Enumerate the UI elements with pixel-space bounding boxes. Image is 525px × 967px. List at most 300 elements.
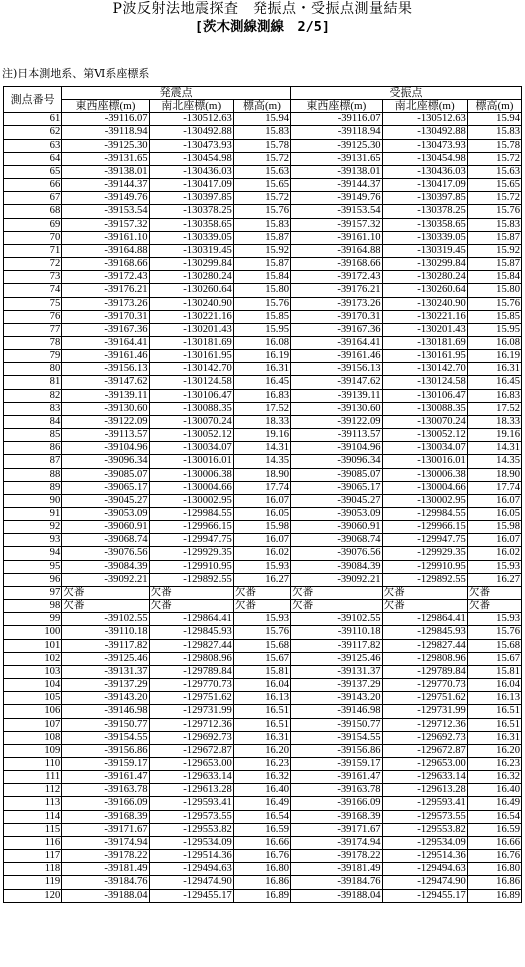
station-number-cell: 105 <box>4 692 62 705</box>
table-row <box>4 442 522 455</box>
receiver-y-cell: -130358.65 <box>382 218 467 231</box>
shot-z-cell: 16.31 <box>233 731 290 744</box>
table-row <box>4 323 522 336</box>
receiver-x-cell: -39172.43 <box>291 271 383 284</box>
receiver-z-cell: 15.65 <box>467 179 521 192</box>
receiver-z-cell: 15.83 <box>467 218 521 231</box>
station-number-header: 測点番号 <box>4 87 62 113</box>
shot-z-cell: 16.07 <box>233 494 290 507</box>
shot-y-cell: -130201.43 <box>149 323 233 336</box>
table-row <box>4 626 522 639</box>
receiver-y-cell: -129845.93 <box>382 626 467 639</box>
receiver-y-cell: 欠番 <box>382 586 467 599</box>
shot-z-cell: 15.92 <box>233 244 290 257</box>
receiver-z-cell: 15.81 <box>467 665 521 678</box>
shot-x-cell: -39166.09 <box>62 797 149 810</box>
receiver-z-cell: 15.63 <box>467 165 521 178</box>
receiver-x-cell: -39156.13 <box>291 363 383 376</box>
receiver-z-cell: 16.08 <box>467 336 521 349</box>
receiver-x-cell: -39143.20 <box>291 692 383 705</box>
receiver-z-cell: 14.35 <box>467 455 521 468</box>
shot-x-cell: -39118.94 <box>62 126 149 139</box>
shot-x-cell: -39149.76 <box>62 192 149 205</box>
shot-z-cell: 欠番 <box>233 586 290 599</box>
shot-x-cell: -39157.32 <box>62 218 149 231</box>
receiver-y-cell: -130378.25 <box>382 205 467 218</box>
shot-x-cell: -39092.21 <box>62 573 149 586</box>
shot-x-cell: -39131.37 <box>62 665 149 678</box>
receiver-y-cell: -129789.84 <box>382 665 467 678</box>
shot-z-cell: 16.23 <box>233 757 290 770</box>
station-number-cell: 117 <box>4 850 62 863</box>
receiver-y-cell: -129984.55 <box>382 508 467 521</box>
shot-x-cell: -39161.47 <box>62 771 149 784</box>
shot-x-cell: -39045.27 <box>62 494 149 507</box>
station-number-cell: 61 <box>4 113 62 126</box>
shot-z-cell: 15.95 <box>233 323 290 336</box>
receiver-z-cell: 16.40 <box>467 784 521 797</box>
receiver-y-cell: -130299.84 <box>382 258 467 271</box>
shot-z-cell: 15.68 <box>233 639 290 652</box>
shot-y-cell: -130034.07 <box>149 442 233 455</box>
receiver-z-cell: 15.72 <box>467 192 521 205</box>
station-number-cell: 104 <box>4 679 62 692</box>
receiver-z-cell: 15.95 <box>467 323 521 336</box>
table-row <box>4 350 522 363</box>
station-number-cell: 89 <box>4 481 62 494</box>
receiver-z-cell: 15.94 <box>467 113 521 126</box>
receiver-y-cell: -130260.64 <box>382 284 467 297</box>
receiver-z-cell: 15.84 <box>467 271 521 284</box>
shot-z-cell: 16.27 <box>233 573 290 586</box>
shot-z-cell: 15.83 <box>233 218 290 231</box>
receiver-y-cell: -130070.24 <box>382 415 467 428</box>
receiver-y-cell: -129593.41 <box>382 797 467 810</box>
shot-x-cell: 欠番 <box>62 586 149 599</box>
receiver-y-cell: -129692.73 <box>382 731 467 744</box>
shot-x-cell: -39139.11 <box>62 389 149 402</box>
table-row <box>4 665 522 678</box>
station-number-cell: 120 <box>4 889 62 902</box>
shot-y-cell: -129494.63 <box>149 863 233 876</box>
station-number-cell: 100 <box>4 626 62 639</box>
shot-z-cell: 16.86 <box>233 876 290 889</box>
shot-y-cell: -130006.38 <box>149 468 233 481</box>
receiver-y-cell: -129633.14 <box>382 771 467 784</box>
receiver-z-cell: 欠番 <box>467 586 521 599</box>
table-row <box>4 889 522 902</box>
receiver-z-cell: 16.76 <box>467 850 521 863</box>
shot-y-cell: -130142.70 <box>149 363 233 376</box>
station-number-cell: 108 <box>4 731 62 744</box>
receiver-x-cell: -39125.30 <box>291 139 383 152</box>
shot-y-cell: -130181.69 <box>149 336 233 349</box>
table-row <box>4 613 522 626</box>
receiver-y-cell: -129474.90 <box>382 876 467 889</box>
shot-z-cell: 16.07 <box>233 534 290 547</box>
shot-z-cell: 15.93 <box>233 613 290 626</box>
shot-x-cell: -39174.94 <box>62 836 149 849</box>
receiver-x-cell: -39181.49 <box>291 863 383 876</box>
receiver-y-cell: -130319.45 <box>382 244 467 257</box>
shot-y-cell: -129633.14 <box>149 771 233 784</box>
receiver-y-cell: -130142.70 <box>382 363 467 376</box>
station-number-cell: 65 <box>4 165 62 178</box>
shot-x-cell: -39138.01 <box>62 165 149 178</box>
receiver-z-cell: 15.93 <box>467 560 521 573</box>
shot-y-cell: -129553.82 <box>149 823 233 836</box>
station-number-cell: 103 <box>4 665 62 678</box>
table-row <box>4 547 522 560</box>
shot-x-cell: -39156.13 <box>62 363 149 376</box>
shot-y-cell: -129455.17 <box>149 889 233 902</box>
shot-z-cell: 16.31 <box>233 363 290 376</box>
receiver-z-cell: 16.45 <box>467 376 521 389</box>
shot-y-cell: -130002.95 <box>149 494 233 507</box>
shot-x-cell: -39164.88 <box>62 244 149 257</box>
station-number-cell: 68 <box>4 205 62 218</box>
shot-x-cell: -39053.09 <box>62 508 149 521</box>
shot-y-cell: -130016.01 <box>149 455 233 468</box>
shot-y-cell: -130454.98 <box>149 152 233 165</box>
receiver-z-cell: 15.80 <box>467 284 521 297</box>
shot-y-cell: -130436.03 <box>149 165 233 178</box>
shot-x-cell: 欠番 <box>62 600 149 613</box>
receiver-y-cell: -130201.43 <box>382 323 467 336</box>
receiver-y-cell: -130512.63 <box>382 113 467 126</box>
receiver-y-cell: -129613.28 <box>382 784 467 797</box>
receiver-y-cell: -129731.99 <box>382 705 467 718</box>
table-row <box>4 389 522 402</box>
shot-y-cell: -130299.84 <box>149 258 233 271</box>
receiver-y-header: 南北座標(m) <box>382 100 467 113</box>
shot-y-cell: -129712.36 <box>149 718 233 731</box>
receiver-x-cell: -39163.78 <box>291 784 383 797</box>
receiver-z-cell: 19.16 <box>467 429 521 442</box>
receiver-z-cell: 16.05 <box>467 508 521 521</box>
shot-z-cell: 15.72 <box>233 192 290 205</box>
table-row <box>4 244 522 257</box>
receiver-z-cell: 16.66 <box>467 836 521 849</box>
receiver-x-cell: -39168.66 <box>291 258 383 271</box>
shot-y-cell: -130417.09 <box>149 179 233 192</box>
table-row <box>4 850 522 863</box>
shot-z-cell: 16.59 <box>233 823 290 836</box>
receiver-z-cell: 17.52 <box>467 402 521 415</box>
receiver-z-cell: 18.33 <box>467 415 521 428</box>
receiver-z-cell: 16.49 <box>467 797 521 810</box>
receiver-x-cell: -39149.76 <box>291 192 383 205</box>
shot-z-cell: 15.93 <box>233 560 290 573</box>
station-number-cell: 70 <box>4 231 62 244</box>
shot-x-cell: -39068.74 <box>62 534 149 547</box>
receiver-z-cell: 15.76 <box>467 297 521 310</box>
shot-z-cell: 15.67 <box>233 652 290 665</box>
receiver-x-cell: -39131.37 <box>291 665 383 678</box>
shot-z-cell: 16.89 <box>233 889 290 902</box>
shot-z-cell: 16.19 <box>233 350 290 363</box>
receiver-z-cell: 15.98 <box>467 521 521 534</box>
receiver-z-cell: 欠番 <box>467 600 521 613</box>
station-number-cell: 109 <box>4 744 62 757</box>
receiver-y-cell: -130280.24 <box>382 271 467 284</box>
shot-z-cell: 16.83 <box>233 389 290 402</box>
receiver-y-cell: -129534.09 <box>382 836 467 849</box>
receiver-y-cell: -130161.95 <box>382 350 467 363</box>
receiver-y-cell: -129751.62 <box>382 692 467 705</box>
receiver-y-cell: -130492.88 <box>382 126 467 139</box>
receiver-z-cell: 16.13 <box>467 692 521 705</box>
station-number-cell: 98 <box>4 600 62 613</box>
receiver-x-cell: -39096.34 <box>291 455 383 468</box>
station-number-cell: 93 <box>4 534 62 547</box>
shot-y-cell: -130124.58 <box>149 376 233 389</box>
station-number-cell: 112 <box>4 784 62 797</box>
shot-z-cell: 15.76 <box>233 297 290 310</box>
shot-x-cell: -39150.77 <box>62 718 149 731</box>
shot-x-cell: -39084.39 <box>62 560 149 573</box>
shot-y-cell: -129474.90 <box>149 876 233 889</box>
table-row <box>4 468 522 481</box>
receiver-y-cell: -129712.36 <box>382 718 467 731</box>
receiver-x-cell: -39154.55 <box>291 731 383 744</box>
receiver-y-cell: -130006.38 <box>382 468 467 481</box>
receiver-z-cell: 16.02 <box>467 547 521 560</box>
station-number-cell: 92 <box>4 521 62 534</box>
shot-y-cell: -129672.87 <box>149 744 233 757</box>
table-row <box>4 258 522 271</box>
receiver-y-cell: -130436.03 <box>382 165 467 178</box>
shot-x-cell: -39171.67 <box>62 823 149 836</box>
receiver-x-cell: -39188.04 <box>291 889 383 902</box>
receiver-z-cell: 16.23 <box>467 757 521 770</box>
table-body <box>4 113 522 902</box>
receiver-x-cell: -39104.96 <box>291 442 383 455</box>
shot-x-cell: -39065.17 <box>62 481 149 494</box>
receiver-x-cell: -39171.67 <box>291 823 383 836</box>
receiver-x-cell: -39076.56 <box>291 547 383 560</box>
table-row <box>4 876 522 889</box>
shot-z-cell: 17.74 <box>233 481 290 494</box>
table-row <box>4 560 522 573</box>
receiver-z-cell: 16.07 <box>467 494 521 507</box>
station-number-cell: 102 <box>4 652 62 665</box>
table-row <box>4 271 522 284</box>
shot-z-cell: 15.63 <box>233 165 290 178</box>
station-number-cell: 84 <box>4 415 62 428</box>
receiver-y-cell: -130339.05 <box>382 231 467 244</box>
table-row <box>4 139 522 152</box>
station-number-cell: 62 <box>4 126 62 139</box>
shot-x-cell: -39172.43 <box>62 271 149 284</box>
shot-y-cell: -129613.28 <box>149 784 233 797</box>
receiver-y-cell: -129947.75 <box>382 534 467 547</box>
station-number-cell: 110 <box>4 757 62 770</box>
table-row <box>4 415 522 428</box>
shot-z-cell: 15.84 <box>233 271 290 284</box>
shot-x-cell: -39181.49 <box>62 863 149 876</box>
shot-x-cell: -39167.36 <box>62 323 149 336</box>
table-row <box>4 639 522 652</box>
table-row <box>4 863 522 876</box>
shot-y-cell: -129789.84 <box>149 665 233 678</box>
table-row <box>4 429 522 442</box>
receiver-z-cell: 16.89 <box>467 889 521 902</box>
shot-z-cell: 16.80 <box>233 863 290 876</box>
shot-z-cell: 16.49 <box>233 797 290 810</box>
shot-y-cell: -129910.95 <box>149 560 233 573</box>
receiver-x-cell: 欠番 <box>291 586 383 599</box>
table-row <box>4 757 522 770</box>
receiver-z-cell: 16.83 <box>467 389 521 402</box>
table-row <box>4 600 522 613</box>
shot-x-cell: -39161.10 <box>62 231 149 244</box>
receiver-x-cell: -39130.60 <box>291 402 383 415</box>
table-row <box>4 179 522 192</box>
receiver-x-cell: -39184.76 <box>291 876 383 889</box>
receiver-x-cell: -39170.31 <box>291 310 383 323</box>
receiver-x-cell: -39161.47 <box>291 771 383 784</box>
receiver-z-cell: 15.68 <box>467 639 521 652</box>
receiver-x-cell: -39053.09 <box>291 508 383 521</box>
table-row <box>4 152 522 165</box>
receiver-z-cell: 15.83 <box>467 126 521 139</box>
receiver-z-cell: 15.72 <box>467 152 521 165</box>
receiver-z-cell: 15.67 <box>467 652 521 665</box>
receiver-y-cell: -129808.96 <box>382 652 467 665</box>
receiver-y-cell: 欠番 <box>382 600 467 613</box>
receiver-z-cell: 16.32 <box>467 771 521 784</box>
shot-y-cell: -130004.66 <box>149 481 233 494</box>
receiver-y-cell: -129573.55 <box>382 810 467 823</box>
page-subtitle: [茨木測線測線 2/5] <box>194 19 331 35</box>
receiver-x-cell: -39116.07 <box>291 113 383 126</box>
receiver-x-cell: -39092.21 <box>291 573 383 586</box>
receiver-x-cell: -39146.98 <box>291 705 383 718</box>
receiver-z-cell: 17.74 <box>467 481 521 494</box>
table-row <box>4 363 522 376</box>
receiver-x-cell: -39176.21 <box>291 284 383 297</box>
receiver-y-cell: -130473.93 <box>382 139 467 152</box>
table-row <box>4 455 522 468</box>
table-row <box>4 218 522 231</box>
receiver-z-cell: 16.20 <box>467 744 521 757</box>
receiver-y-cell: -130240.90 <box>382 297 467 310</box>
page-title: P波反射法地震探査 発振点・受振点測量結果 <box>112 1 413 17</box>
shot-x-cell: -39170.31 <box>62 310 149 323</box>
survey-table <box>3 86 522 903</box>
receiver-x-cell: -39084.39 <box>291 560 383 573</box>
shot-z-cell: 18.33 <box>233 415 290 428</box>
shot-x-cell: -39143.20 <box>62 692 149 705</box>
station-number-cell: 74 <box>4 284 62 297</box>
shot-x-cell: -39096.34 <box>62 455 149 468</box>
shot-z-cell: 16.51 <box>233 718 290 731</box>
table-row <box>4 836 522 849</box>
receiver-z-cell: 16.19 <box>467 350 521 363</box>
shot-z-cell: 16.66 <box>233 836 290 849</box>
shot-x-cell: -39076.56 <box>62 547 149 560</box>
receiver-x-cell: -39137.29 <box>291 679 383 692</box>
receiver-z-cell: 15.87 <box>467 231 521 244</box>
receiver-x-cell: -39113.57 <box>291 429 383 442</box>
receiver-z-cell: 16.51 <box>467 718 521 731</box>
shot-x-cell: -39110.18 <box>62 626 149 639</box>
shot-x-cell: -39113.57 <box>62 429 149 442</box>
receiver-y-cell: -129966.15 <box>382 521 467 534</box>
shot-y-cell: -130280.24 <box>149 271 233 284</box>
shot-x-cell: -39146.98 <box>62 705 149 718</box>
receiver-x-cell: -39102.55 <box>291 613 383 626</box>
station-number-cell: 94 <box>4 547 62 560</box>
receiver-z-cell: 16.54 <box>467 810 521 823</box>
shot-x-cell: -39147.62 <box>62 376 149 389</box>
receiver-z-cell: 15.92 <box>467 244 521 257</box>
table-row <box>4 297 522 310</box>
shot-point-group-header: 発震点 <box>62 87 291 100</box>
shot-z-cell: 14.31 <box>233 442 290 455</box>
station-number-cell: 107 <box>4 718 62 731</box>
receiver-x-cell: -39085.07 <box>291 468 383 481</box>
receiver-y-cell: -130106.47 <box>382 389 467 402</box>
shot-x-cell: -39188.04 <box>62 889 149 902</box>
station-number-cell: 78 <box>4 336 62 349</box>
shot-z-cell: 16.40 <box>233 784 290 797</box>
table-row <box>4 165 522 178</box>
station-number-cell: 80 <box>4 363 62 376</box>
table-row <box>4 810 522 823</box>
station-number-cell: 75 <box>4 297 62 310</box>
table-row <box>4 205 522 218</box>
receiver-y-cell: -130016.01 <box>382 455 467 468</box>
shot-y-cell: -129534.09 <box>149 836 233 849</box>
shot-y-cell: -129984.55 <box>149 508 233 521</box>
station-number-cell: 83 <box>4 402 62 415</box>
table-row <box>4 784 522 797</box>
table-row <box>4 718 522 731</box>
receiver-y-cell: -130052.12 <box>382 429 467 442</box>
table-row <box>4 113 522 126</box>
shot-z-cell: 15.65 <box>233 179 290 192</box>
receiver-y-cell: -129653.00 <box>382 757 467 770</box>
station-number-cell: 91 <box>4 508 62 521</box>
shot-y-cell: -129573.55 <box>149 810 233 823</box>
station-number-cell: 73 <box>4 271 62 284</box>
station-number-cell: 99 <box>4 613 62 626</box>
station-number-cell: 76 <box>4 310 62 323</box>
shot-y-cell: -129514.36 <box>149 850 233 863</box>
station-number-cell: 87 <box>4 455 62 468</box>
receiver-x-cell: -39167.36 <box>291 323 383 336</box>
table-row <box>4 692 522 705</box>
table-row <box>4 310 522 323</box>
station-number-cell: 63 <box>4 139 62 152</box>
receiver-z-cell: 15.76 <box>467 205 521 218</box>
shot-z-cell: 14.35 <box>233 455 290 468</box>
shot-y-cell: -130378.25 <box>149 205 233 218</box>
shot-z-cell: 15.87 <box>233 231 290 244</box>
shot-z-cell: 16.51 <box>233 705 290 718</box>
shot-y-cell: 欠番 <box>149 600 233 613</box>
shot-y-cell: -130240.90 <box>149 297 233 310</box>
receiver-y-cell: -130004.66 <box>382 481 467 494</box>
station-number-cell: 86 <box>4 442 62 455</box>
receiver-x-cell: -39144.37 <box>291 179 383 192</box>
receiver-x-cell: -39117.82 <box>291 639 383 652</box>
shot-x-cell: -39159.17 <box>62 757 149 770</box>
shot-y-cell: -129892.55 <box>149 573 233 586</box>
receiver-x-cell: -39153.54 <box>291 205 383 218</box>
